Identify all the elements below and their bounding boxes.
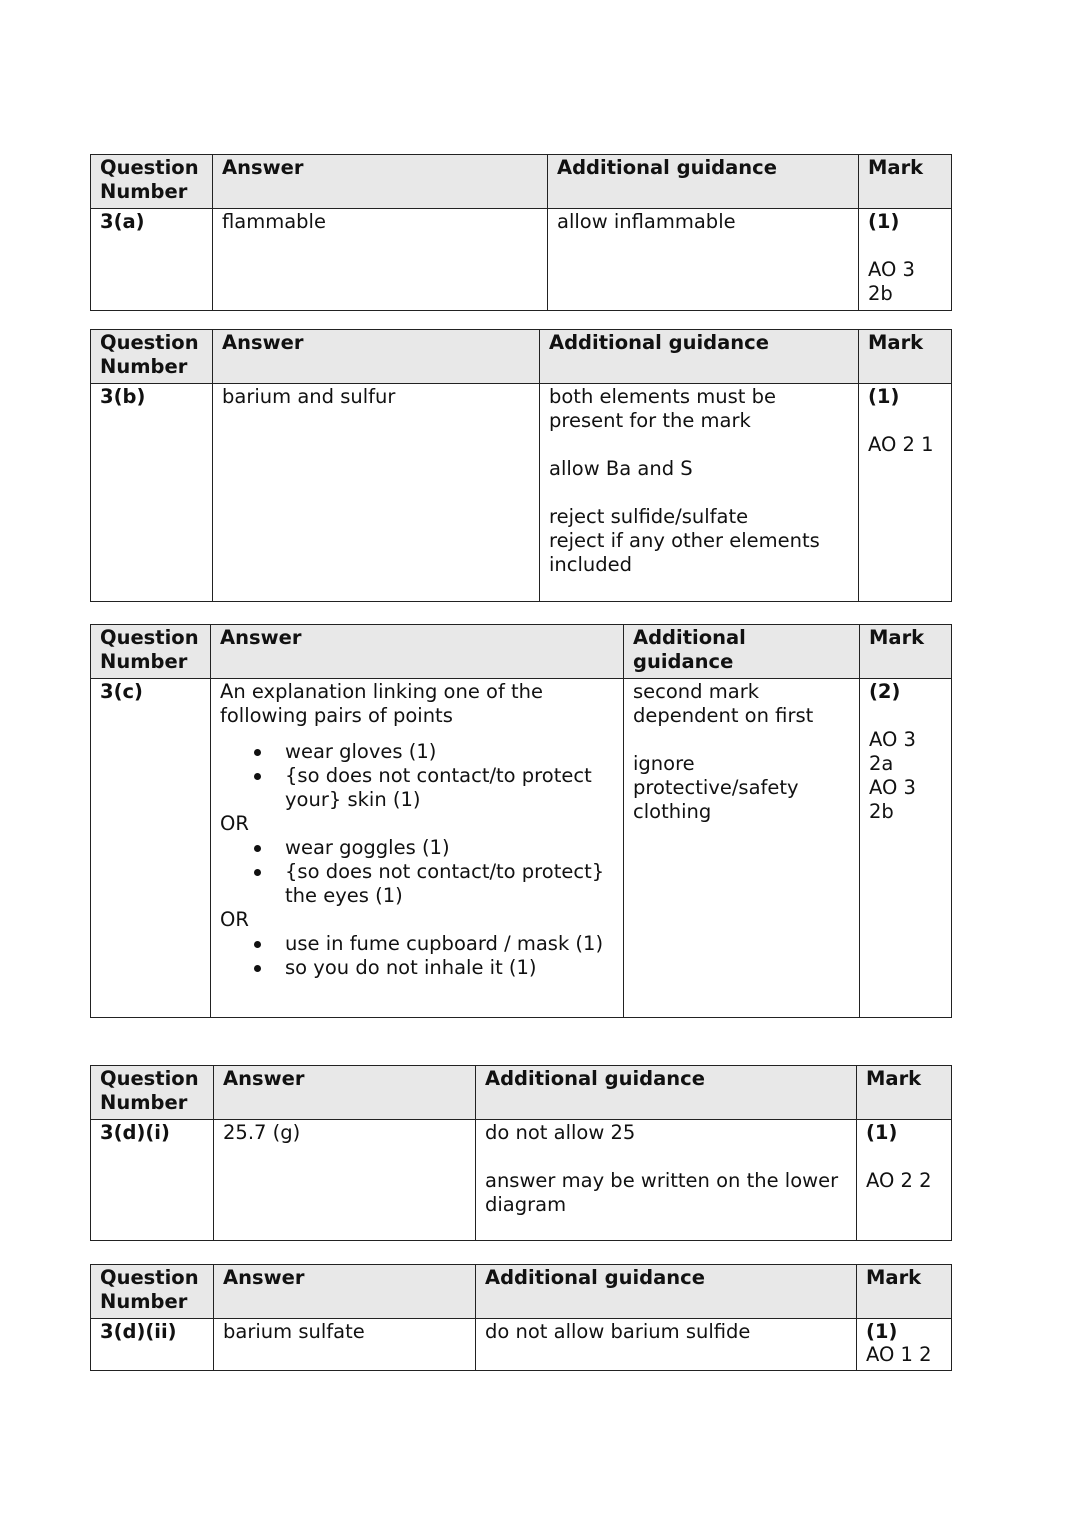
question-number: 3(c) (91, 679, 211, 1018)
guidance-cell (476, 1319, 857, 1371)
guidance-line: answer may be written on the lower diagram (485, 1169, 839, 1216)
header-answer: Answer (214, 1265, 476, 1319)
answer-cell: barium sulfate (214, 1319, 476, 1371)
question-number: 3(d)(i) (91, 1120, 214, 1241)
header-question-number: Question Number (91, 1066, 214, 1120)
or-label: OR (220, 908, 249, 931)
mark-scheme-table-3c (90, 624, 952, 1018)
ao-line: AO 3 (869, 728, 916, 751)
header-answer: Answer (213, 155, 548, 209)
list-item: {so does not contact/to protect your} skin (1) (285, 764, 614, 812)
header-additional-guidance: Additional guidance (476, 1066, 857, 1120)
list-item: {so does not contact/to protect} the eyes (1) (285, 860, 614, 908)
header-question-number: Question Number (91, 625, 211, 679)
mark-scheme-table-3a (90, 154, 952, 311)
mark-cell (860, 679, 952, 1018)
or-label: OR (220, 812, 249, 835)
ao-line: AO 3 (868, 258, 915, 281)
header-question-number: Question Number (91, 330, 213, 384)
ao-line: AO 1 2 (866, 1343, 932, 1366)
header-mark: Mark (857, 1066, 952, 1120)
ao-line: 2b (868, 282, 893, 305)
ao-line: AO 2 2 (866, 1169, 932, 1192)
list-item: so you do not inhale it (1) (285, 956, 614, 980)
header-mark: Mark (860, 625, 952, 679)
guidance-line: second mark dependent on first (633, 680, 814, 727)
guidance-line: allow inflammable (557, 210, 736, 233)
question-number: 3(b) (91, 384, 213, 602)
header-question-number: Question Number (91, 155, 213, 209)
answer-intro: An explanation linking one of the following pairs of points (220, 680, 544, 727)
ao-line: 2b (869, 800, 894, 823)
bullet-list (220, 932, 614, 980)
bullet-list (220, 836, 614, 908)
header-answer: Answer (214, 1066, 476, 1120)
ao-line: AO 2 1 (868, 433, 934, 456)
list-item: wear gloves (1) (285, 740, 614, 764)
guidance-cell (548, 209, 859, 311)
header-additional-guidance: Additional guidance (548, 155, 859, 209)
mark-cell (857, 1319, 952, 1371)
mark-value: (1) (868, 385, 900, 408)
mark-value: (1) (868, 210, 900, 233)
guidance-cell (624, 679, 860, 1018)
mark-value: (2) (869, 680, 901, 703)
mark-value: (1) (866, 1121, 898, 1144)
guidance-line: reject sulfide/sulfate (549, 505, 749, 528)
bullet-list (220, 740, 614, 812)
mark-scheme-table-3di (90, 1065, 952, 1241)
guidance-line: do not allow barium sulfide (485, 1320, 751, 1343)
mark-cell (859, 209, 952, 311)
guidance-line: reject if any other elements included (549, 529, 820, 576)
guidance-line: both elements must be present for the mark (549, 385, 777, 432)
guidance-line: allow Ba and S (549, 457, 693, 480)
answer-cell: 25.7 (g) (214, 1120, 476, 1241)
header-additional-guidance: Additional guidance (540, 330, 859, 384)
question-number: 3(d)(ii) (91, 1319, 214, 1371)
answer-cell: flammable (213, 209, 548, 311)
header-mark: Mark (859, 155, 952, 209)
mark-scheme-table-3dii (90, 1264, 952, 1371)
question-number: 3(a) (91, 209, 213, 311)
mark-cell (859, 384, 952, 602)
guidance-cell (540, 384, 859, 602)
header-answer: Answer (211, 625, 624, 679)
header-answer: Answer (213, 330, 540, 384)
list-item: use in fume cupboard / mask (1) (285, 932, 614, 956)
ao-line: AO 3 (869, 776, 916, 799)
answer-cell: barium and sulfur (213, 384, 540, 602)
list-item: wear goggles (1) (285, 836, 614, 860)
mark-value: (1) (866, 1320, 898, 1343)
mark-scheme-table-3b (90, 329, 952, 602)
guidance-line: ignore protective/safety clothing (633, 752, 799, 823)
header-mark: Mark (859, 330, 952, 384)
header-question-number: Question Number (91, 1265, 214, 1319)
guidance-line: do not allow 25 (485, 1121, 636, 1144)
answer-cell (211, 679, 624, 1018)
ao-line: 2a (869, 752, 894, 775)
header-mark: Mark (857, 1265, 952, 1319)
mark-cell (857, 1120, 952, 1241)
header-additional-guidance: Additional guidance (476, 1265, 857, 1319)
guidance-cell (476, 1120, 857, 1241)
header-additional-guidance: Additional guidance (624, 625, 860, 679)
